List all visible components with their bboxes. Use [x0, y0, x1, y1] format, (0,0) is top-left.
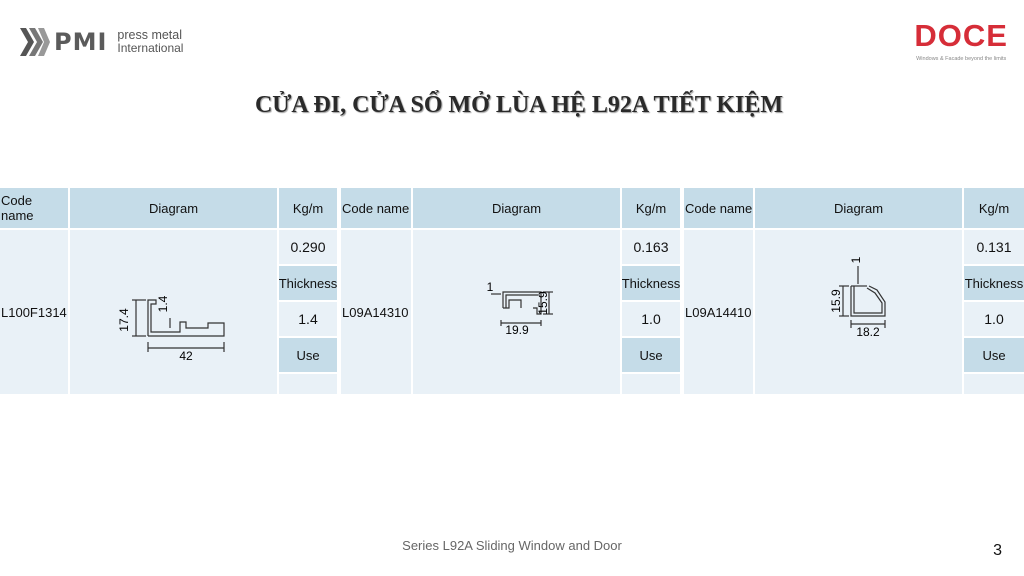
- header-kgm: Kg/m: [622, 188, 680, 228]
- header-diagram: Diagram: [70, 188, 277, 228]
- kgm-value: 0.290: [279, 230, 337, 264]
- use-label: Use: [622, 338, 680, 372]
- pmi-chevron-icon: [20, 26, 50, 58]
- doce-logo: [914, 20, 1008, 62]
- profile-drawing: [755, 230, 962, 394]
- thickness-label: Thickness: [622, 266, 680, 300]
- page-number: 3: [993, 542, 1002, 559]
- dim-wall: 1: [849, 256, 863, 264]
- kgm-value: 0.163: [622, 230, 680, 264]
- use-label: Use: [279, 338, 337, 372]
- header-diagram: Diagram: [413, 188, 620, 228]
- profile-diagram: [755, 230, 962, 394]
- profile-diagram: [70, 230, 277, 394]
- profile-drawing: [413, 230, 620, 394]
- use-value-cell: [964, 374, 1024, 394]
- thickness-value: 1.4: [279, 302, 337, 336]
- dim-width: 42: [179, 349, 193, 363]
- profile-drawing: [70, 230, 277, 394]
- dim-height: 15.9: [829, 289, 843, 313]
- kgm-value: 0.131: [964, 230, 1024, 264]
- code-name-cell: L09A14410: [684, 230, 753, 394]
- header-code-name: Code name: [0, 188, 68, 228]
- header-code-name: Code name: [684, 188, 753, 228]
- code-name-cell: L100F1314: [0, 230, 68, 394]
- pmi-subtitle-2: International: [117, 41, 184, 55]
- use-value-cell: [279, 374, 337, 394]
- doce-wordmark: DOCE: [914, 18, 1008, 53]
- dim-wall: 1: [486, 280, 494, 294]
- dim-wall: 1.4: [156, 295, 170, 313]
- thickness-value: 1.0: [964, 302, 1024, 336]
- pmi-subtitle-1: press metal: [117, 28, 183, 42]
- pmi-logo: [20, 26, 183, 58]
- dim-width: 18.2: [856, 325, 880, 339]
- dim-height: 17.4: [117, 308, 131, 332]
- header-kgm: Kg/m: [279, 188, 337, 228]
- header-code-name: Code name: [341, 188, 411, 228]
- doce-tagline: Windows & Facade beyond the limits: [916, 56, 1007, 62]
- use-value-cell: [622, 374, 680, 394]
- profile-diagram: [413, 230, 620, 394]
- dim-width: 19.9: [505, 323, 529, 337]
- header-diagram: Diagram: [755, 188, 962, 228]
- header-kgm: Kg/m: [964, 188, 1024, 228]
- footer-series: Series L92A Sliding Window and Door: [402, 538, 622, 553]
- use-label: Use: [964, 338, 1024, 372]
- page-title: CỬA ĐI, CỬA SỔ MỞ LÙA HỆ L92A TIẾT KIỆM: [254, 92, 784, 118]
- thickness-value: 1.0: [622, 302, 680, 336]
- dim-height: 15.9: [536, 291, 550, 315]
- thickness-label: Thickness: [279, 266, 337, 300]
- pmi-wordmark: PMI: [54, 28, 108, 56]
- thickness-label: Thickness: [964, 266, 1024, 300]
- code-name-cell: L09A14310: [341, 230, 411, 394]
